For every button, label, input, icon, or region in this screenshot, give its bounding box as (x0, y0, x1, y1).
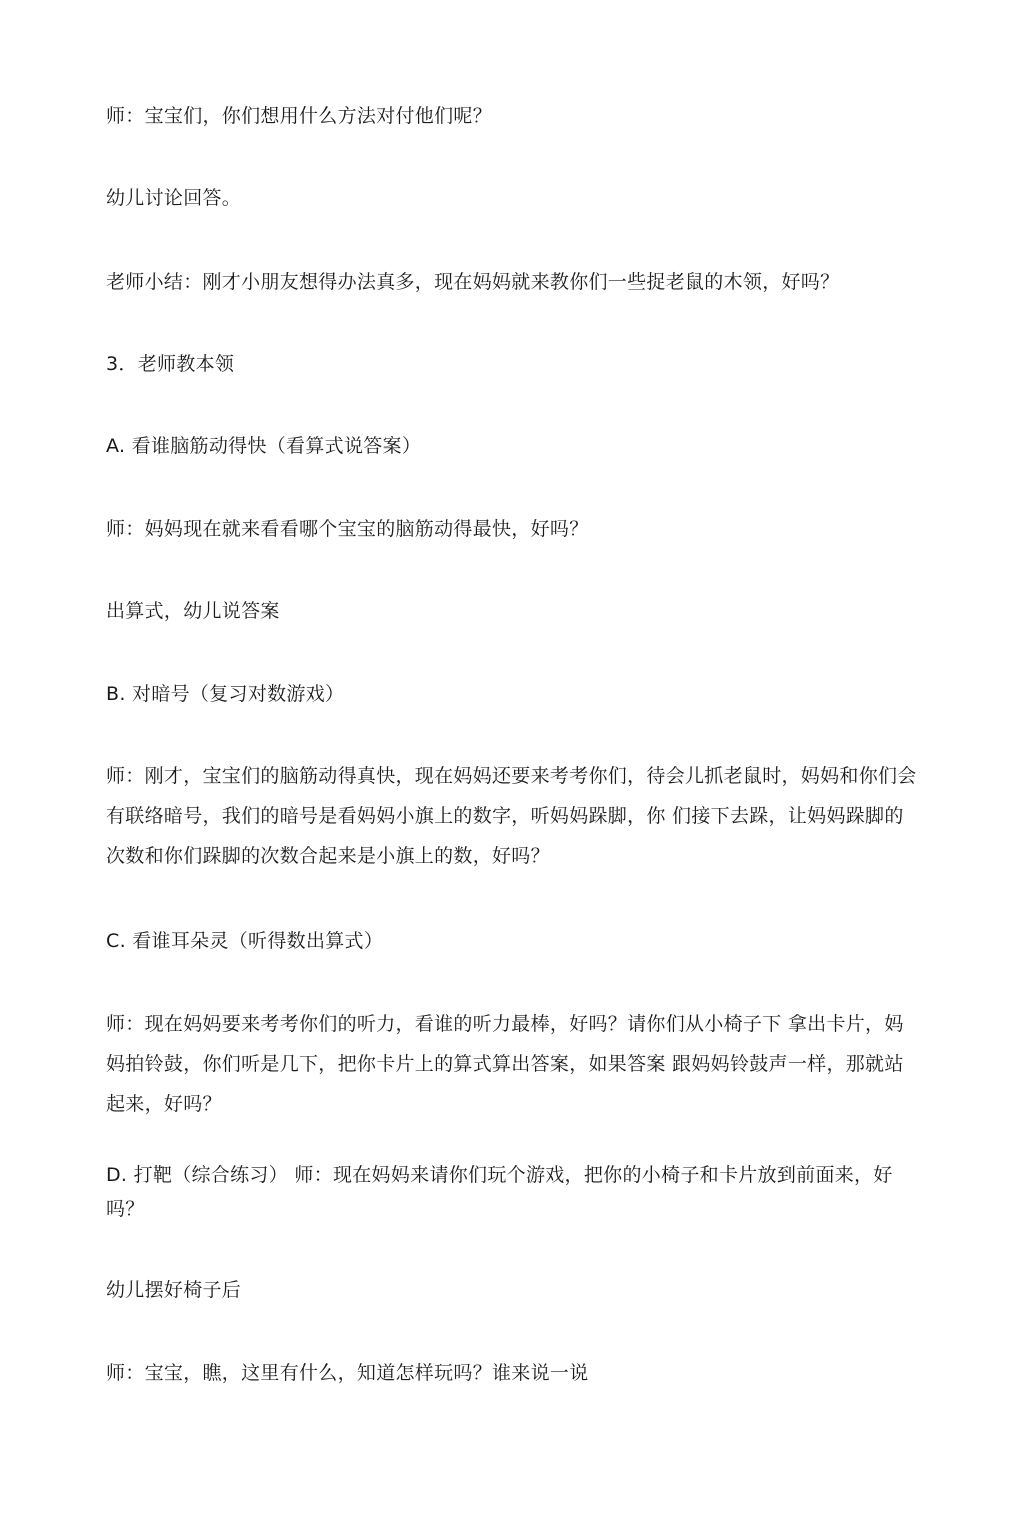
paragraph-teacher-summary: 老师小结：刚才小朋友想得办法真多，现在妈妈就来教你们一些捉老鼠的木领，好吗？ (106, 271, 840, 293)
subsection-heading-a: A. 看谁脑筋动得快（看算式说答案） (106, 435, 422, 457)
paragraph-teacher-question: 师：宝宝们，你们想用什么方法对付他们呢？ (106, 105, 493, 127)
paragraph-a-teacher: 师：妈妈现在就来看看哪个宝宝的脑筋动得最快，好吗？ (106, 518, 589, 540)
paragraph-a-activity: 出算式，幼儿说答案 (106, 600, 280, 622)
subsection-heading-c: C. 看谁耳朵灵（听得数出算式） (106, 930, 384, 952)
subsection-heading-d: D. 打靶（综合练习） 师：现在妈妈来请你们玩个游戏，把你的小椅子和卡片放到前面来，好吗？ (106, 1164, 893, 1220)
paragraph-d-teacher: 师：宝宝，瞧，这里有什么，知道怎样玩吗？谁来说一说 (106, 1362, 589, 1384)
section-heading-3: 3．老师教本领 (106, 353, 235, 375)
subsection-heading-b: B. 对暗号（复习对数游戏） (106, 683, 345, 705)
paragraph-d-activity: 幼儿摆好椅子后 (106, 1279, 242, 1301)
paragraph-children-discuss: 幼儿讨论回答。 (106, 187, 242, 209)
paragraph-c-teacher: 师：现在妈妈要来考考你们的听力，看谁的听力最棒，好吗？请你们从小椅子下 拿出卡片，妈妈拍铃鼓，你们听是几下，把你卡片上的算式算出答案，如果答案 跟妈妈铃鼓声一样，那就站起来，好吗？ (106, 1013, 904, 1115)
paragraph-b-teacher: 师：刚才，宝宝们的脑筋动得真快，现在妈妈还要来考考你们，待会儿抓老鼠时，妈妈和你们会有联络暗号，我们的暗号是看妈妈小旗上的数字，听妈妈跺脚，你 们接下去跺，让妈妈跺脚的次数和你们跺脚的次数合起来是小旗上的数，好吗？ (106, 765, 917, 867)
